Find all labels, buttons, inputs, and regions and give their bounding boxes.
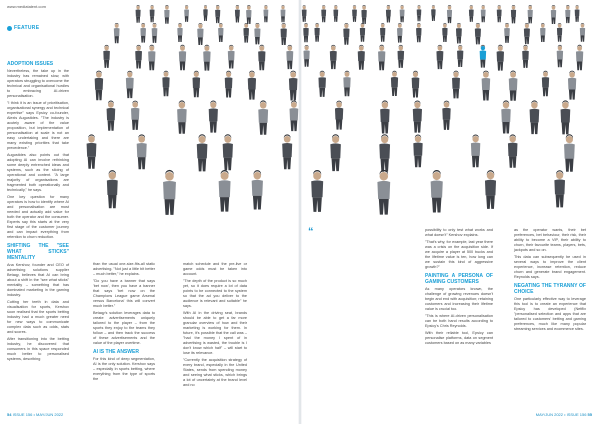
crowd-figure (333, 5, 338, 22)
crowd-figure (335, 101, 343, 130)
crowd-figure (397, 23, 403, 43)
paragraph: One particularly effective way to leverage this tool is to create an experience that Epsicy has developed (Netflix "personalised selection and apps that are tailored to customers' betting and gaming preferences, much like many popular streaming services and ecommerce sites. (514, 297, 586, 331)
paragraph: match schedule and the pre-live or game odds must be taken into account. (183, 262, 247, 276)
paragraph: "Do you have a banner that says 'bet now', then you have a banner that says 'bet now on the Champions League game Arsenal versus Barcelona' this will convert much better." (93, 279, 155, 308)
paragraph: With their reliable tool, Epsicy can personalise platforms, data on segment customers based on as many variables (425, 331, 493, 345)
crowd-figure (442, 101, 450, 130)
site-url[interactable]: www.mediatalent.com (7, 4, 46, 9)
paragraph: "This is where AI-driven personalisation can be both hand results according to Epsicy's Chris Reynolds. (425, 314, 493, 328)
crowd-figure (413, 100, 422, 132)
crowd-figure (442, 23, 447, 42)
subheading-ai-answer: AI IS THE ANSWER (93, 349, 139, 355)
crowd-figure (243, 23, 249, 43)
crowd-figure (379, 134, 390, 171)
crowd-figure (575, 5, 580, 22)
crowd-figure (215, 5, 220, 23)
crowd-figure (568, 71, 576, 100)
paragraph: After transitioning into the betting industry, he discovered that consumers in this space responded much better to personalised systems, describing (7, 337, 69, 361)
crowd-figure (360, 23, 365, 42)
crowd-figure (452, 71, 460, 99)
crowd-figure (193, 71, 201, 97)
issue-info-left: ISSUE 156 • MAY/JUN 2022 (12, 412, 64, 417)
subheading-shifting: SHIFTING THE "SEE WHAT STICKS" MENTALITY (7, 243, 69, 261)
crowd-figure (177, 100, 187, 133)
crowd-figure (302, 5, 307, 22)
crowd-figure (258, 45, 265, 71)
crowd-figure (330, 45, 337, 69)
crowd-figure (197, 134, 208, 171)
paragraph: possibility to only test what works and what doesn't" Kershov explains. (425, 228, 493, 237)
crowd-figure (303, 23, 308, 42)
crowd-figure (282, 134, 292, 169)
crowd-figure (361, 5, 366, 24)
crowd-figure (557, 45, 563, 67)
crowd-figure (126, 71, 134, 98)
crowd-figure (303, 45, 309, 67)
crowd-figure (114, 23, 120, 43)
page-number-left: 54 (7, 412, 12, 417)
article-column-1 (7, 58, 69, 364)
crowd-figure (184, 5, 189, 22)
crowd-figure (509, 71, 518, 101)
crowd-figure (551, 5, 556, 24)
crowd-figure (391, 71, 398, 96)
subheading-negating-tyranny: NEGATING THE TYRANNY OF CHOICE (514, 283, 586, 295)
crowd-figure (564, 134, 575, 171)
crowd-figure (263, 5, 268, 22)
subheading-painting-persona: PAINTING A PERSONA OF GAMING CUSTOMERS (425, 273, 493, 285)
article-column-6 (514, 228, 586, 334)
crowd-figure (246, 5, 251, 24)
crowd-figure (289, 71, 298, 101)
crowd-figure (330, 134, 341, 171)
crowd-figure (343, 71, 350, 97)
paragraph: Betaqy's solution leverages data to create advertisements uniquely tailored to the player – from the sports they enjoy to the teams they follow – and then track the success of these advertisements and the value of the player overtime. (93, 311, 155, 345)
article-column-5 (425, 228, 493, 348)
quote-mark-icon: “ (308, 226, 314, 238)
crowd-figure (482, 71, 491, 101)
footer-right (536, 412, 592, 417)
crowd-figure (554, 170, 565, 207)
crowd-figure (248, 71, 256, 100)
crowd-figure (413, 134, 422, 167)
crowd-figure (475, 23, 481, 44)
crowd-figure (542, 71, 549, 97)
crowd-figure (177, 23, 182, 42)
crowd-figure (321, 5, 326, 22)
crowd-figure (378, 45, 385, 71)
crowd-figure (565, 5, 570, 23)
page-number-right: 55 (587, 412, 592, 417)
crowd-figure (469, 5, 474, 22)
crowd-figure (530, 100, 540, 134)
crowd-figure (107, 101, 116, 131)
crowd-figure (358, 45, 365, 70)
crowd-figure (417, 5, 422, 21)
article-column-2 (93, 262, 155, 384)
crowd-figure (400, 5, 405, 22)
crowd-figure (457, 45, 463, 67)
crowd-figure (398, 45, 405, 68)
crowd-figure (380, 100, 389, 133)
crowd-figure (87, 134, 97, 168)
crowd-figure (343, 23, 349, 45)
crowd-figure (412, 71, 420, 98)
crowd-figure (225, 71, 233, 98)
footer-left (7, 412, 63, 417)
crowd-figure (528, 5, 533, 23)
crowd-figure (480, 45, 486, 68)
paragraph: Nevertheless, the take up in the industry has remained slow, with operators struggling to overcome the technical and organisational hurdles to embracing AI-driven personalisation. (7, 69, 69, 98)
crowd-figure (150, 5, 155, 22)
crowd-illustration (70, 0, 600, 222)
crowd-figure (179, 45, 186, 71)
crowd-figure (508, 134, 518, 167)
crowd-figure (504, 23, 510, 43)
crowd-figure (447, 5, 452, 23)
paragraph: Ana Kershov, founder and CEO of advertising solutions supplier Betaqy, believes that AI can bring about a shift in the "see what sticks" mentality – something that has dominated marketing in the gaming industry. (7, 263, 69, 297)
paragraph: Cutting her teeth in data and visualisation for sports, Kershov soon realised that the sports betting industry had a much greater need for new ways to communicate complex data such as odds, stats and scores. (7, 300, 69, 334)
crowd-figure (164, 5, 169, 24)
crowd-figure (131, 101, 139, 130)
crowd-figure (386, 5, 391, 22)
crowd-figure (380, 23, 385, 42)
crowd-figure (416, 23, 421, 42)
paragraph: "That's why, for example, last year there was a crisis on the acquisition side. If we acquire a player at 500 bucks and the lifetime value is ten, how long can we sustain this kind of aggressive growth?" (425, 240, 493, 269)
crowd-figure (219, 170, 231, 212)
crowd-figure (136, 5, 141, 23)
crowd-figure (203, 5, 208, 21)
crowd-figure (286, 45, 293, 69)
crowd-figure (431, 5, 436, 21)
section-tag (7, 25, 39, 31)
crowd-figure (197, 23, 203, 45)
crowd-figure (103, 45, 110, 68)
crowd-figure (456, 23, 462, 43)
paragraph: than the usual one-size-fits-all static advertising. "Not just a little bit better – much better," he explains. (93, 262, 155, 276)
section-label: FEATURE (14, 25, 40, 31)
crowd-figure (235, 5, 240, 22)
crowd-figure (311, 170, 323, 212)
crowd-figure (481, 5, 486, 22)
crowd-figure (140, 23, 146, 43)
crowd-figure (281, 5, 286, 22)
crowd-figure (576, 45, 583, 71)
paragraph: One key question for many operators is how to identify where AI and personalisation are most needed and actually add value for both the operator and the consumer. Experts say this starts at the very first stage of the customer journey and can impact everything from retention to churn reduction. (7, 195, 69, 239)
crowd-figure (314, 23, 319, 42)
paragraph: As many operators known, the challenge of growing revenues doesn't begin and end with acquisition; retaining customers and increasing their lifetime value is crucial too. (425, 287, 493, 311)
crowd-figure (137, 134, 147, 169)
crowd-figure (228, 45, 235, 69)
crowd-figure (431, 170, 443, 213)
crowd-figure (377, 170, 390, 215)
crowd-figure (95, 71, 103, 101)
crowd-figure (557, 23, 562, 42)
crowd-figure (497, 5, 502, 22)
crowd-figure (209, 100, 218, 132)
paragraph: Augustides also points out that adopting AI can involve rethinking some deeply entrenched ideas and systems, such as the siloing of operational and content. "A large majority of organisations are fragmented both operationally and technically," he says. (7, 153, 69, 192)
crowd-figure (148, 45, 155, 71)
crowd-figure (281, 23, 287, 45)
article-column-3 (183, 262, 247, 390)
paragraph: "I think it is an issue of prioritisation, organisational synergy and technical expertise" says Epsicy co-founder, Alexis Augustides. "The industry is acutely aware of the value proposition, but implementation of personalisation at scale is not an easy undertaking and there are many existing priorities that take precedence." (7, 101, 69, 150)
paragraph: "Currently the acquisition strategy of every brand, especially in the United States, sends from spending money and seeing what sticks, which brings a lot of uncertainty at the brand level and no (183, 358, 247, 387)
crowd-figure (254, 23, 260, 44)
paragraph: "The depth of the product is so much yet, so it does require a lot of data points to be connected to the system so that the ad you deliver to the audience is relevant and suitable" he says. (183, 279, 247, 308)
paragraph: This data can subsequently be used in several ways to improve the client experience, increase retention, reduce churn and generate brand engagement. Reynolds says. (514, 255, 586, 279)
crowd-figure (135, 45, 142, 69)
crowd-figure (162, 71, 169, 97)
crowd-figure (107, 170, 118, 208)
crowd-figure (540, 23, 545, 42)
crowd-figure (471, 134, 480, 167)
crowd-figure (290, 101, 299, 132)
crowd-figure (152, 23, 158, 43)
crowd-figure (352, 5, 357, 22)
crowd-figure (485, 170, 496, 209)
crowd-figure (258, 100, 268, 134)
crowd-figure (511, 5, 516, 23)
crowd-figure (524, 23, 530, 44)
crowd-figure (163, 170, 176, 215)
crowd-figure (501, 100, 510, 133)
section-dot-icon (7, 26, 12, 31)
crowd-figure (218, 23, 223, 42)
issue-info-right: MAY/JUN 2022 • ISSUE 156 (535, 412, 587, 417)
crowd-figure (252, 170, 263, 209)
paragraph: With AI in the driving seat, brands should be able to get a far more granular overview of how and their marketing is working for them. In future, it's possible that the call was – "had the money I spent of in advertising is wasted, the trouble is I don't know which half" – will start to lose its relevance. (183, 311, 247, 355)
pull-quote (314, 232, 398, 235)
crowd-figure (223, 134, 233, 170)
paragraph: For this kind of deep segmentation, AI is the only solution. Kershov says – especially in sports betting, where everything from the type of sports the (93, 357, 155, 381)
crowd-figure (436, 45, 443, 69)
crowd-figure (318, 71, 325, 97)
crowd-figure (561, 100, 571, 134)
crowd-figure (203, 45, 210, 71)
subheading-adoption-issues: ADOPTION ISSUES (7, 61, 54, 67)
crowd-figure (497, 45, 504, 71)
crowd-figure (580, 23, 585, 42)
paragraph: as the operator wants, their bet preferences, bet behaviour, their risk, their ability to become a VIP, their ability to churn, their favourite teams, players, bets, jackpots and so on. (514, 228, 586, 252)
crowd-figure (522, 45, 529, 68)
